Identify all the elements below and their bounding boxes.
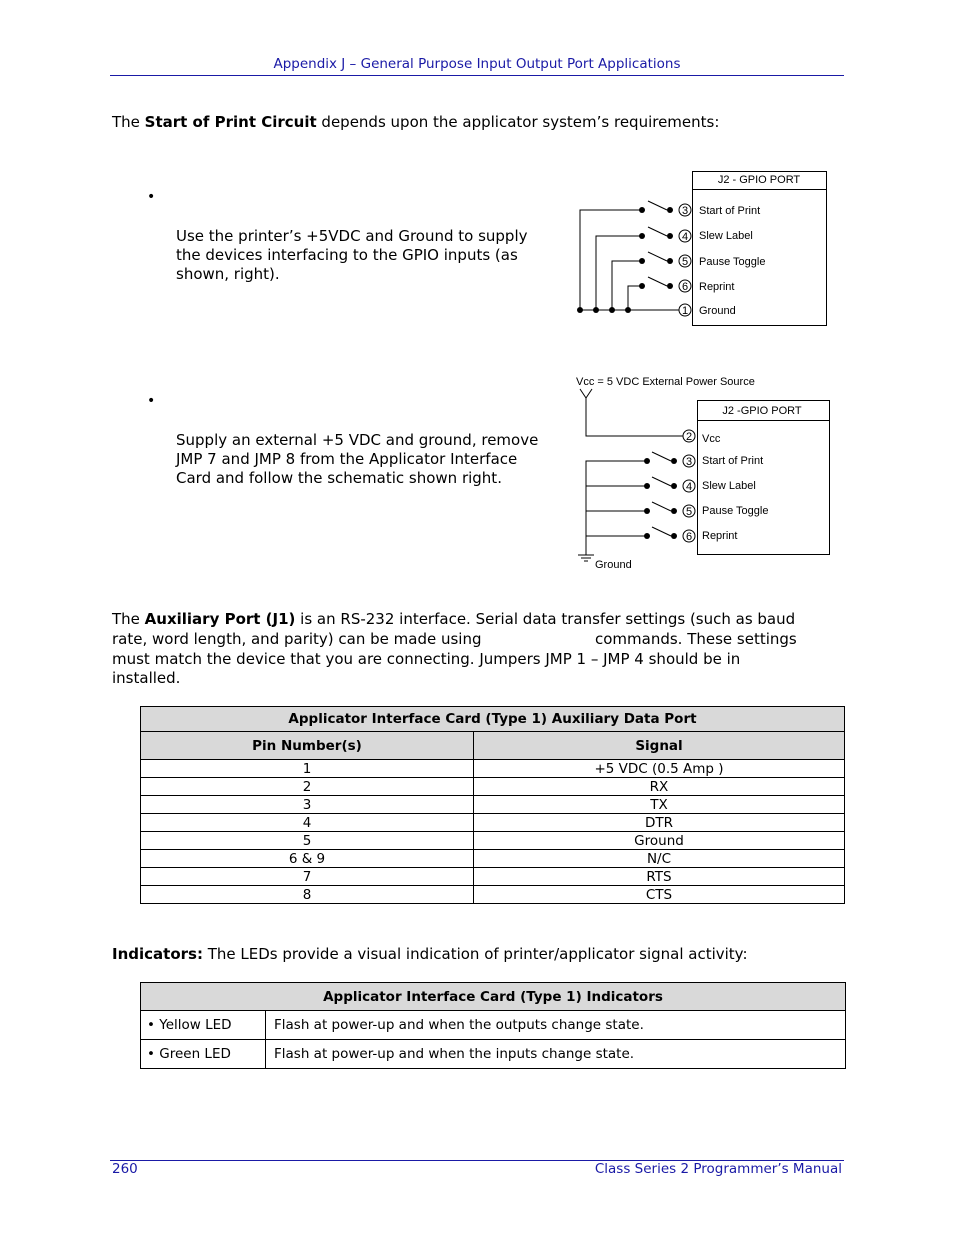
manual-title: Class Series 2 Programmer’s Manual [594, 1161, 842, 1177]
table-title: Applicator Interface Card (Type 1) Indicators [141, 983, 846, 1011]
table-row: • Yellow LED Flash at power-up and when the outputs change state. [141, 1011, 846, 1040]
column-header: Pin Number(s) [141, 732, 474, 760]
aux-line-4: installed. [112, 669, 181, 687]
page-number: 260 [112, 1161, 138, 1177]
option1-text: Use the printer’s +5VDC and Ground to supply the devices interfacing to the GPIO inputs (as shown, right). [176, 227, 528, 283]
indicators-paragraph: Indicators: The LEDs provide a visual indication of printer/applicator signal activity: [112, 945, 748, 963]
pin-number: 2 [685, 431, 693, 443]
pin-number: 5 [685, 506, 693, 518]
table-row: 7 RTS [141, 868, 845, 886]
gpio-internal-power-schematic [570, 165, 840, 335]
column-header: Signal [474, 732, 845, 760]
pin-label: Start of Print [699, 205, 761, 217]
pin-number: 6 [685, 531, 693, 543]
pin-number: 5 [681, 256, 689, 268]
pin-label: Pause Toggle [702, 505, 769, 517]
aux-data-port-table [140, 706, 845, 904]
table-row: 3 TX [141, 796, 845, 814]
pin-label: Reprint [699, 281, 735, 293]
pin-number: 3 [681, 205, 689, 217]
pin-number: 1 [681, 305, 689, 317]
gpio-external-power-schematic [570, 372, 840, 577]
table-row: 2 RX [141, 778, 845, 796]
option1-bullet: • [147, 189, 156, 205]
pin-label: Start of Print [702, 455, 764, 467]
option2-text: Supply an external +5 VDC and ground, remove JMP 7 and JMP 8 from the Applicator Interface Card and follow the schematic shown right. [176, 431, 539, 487]
table-row: 4 DTR [141, 814, 845, 832]
pin-number: 4 [685, 481, 693, 493]
aux-line-2b: commands. These settings [595, 630, 797, 648]
pin-label: Slew Label [702, 480, 756, 492]
table-row: • Green LED Flash at power-up and when the inputs change state. [141, 1040, 846, 1069]
pin-number: 4 [681, 231, 689, 243]
pin-label: Ground [699, 305, 736, 317]
pin-label: Vcc [702, 433, 721, 445]
table-row: 1 +5 VDC (0.5 Amp ) [141, 760, 845, 778]
aux-line-3: must match the device that you are connecting. Jumpers JMP 1 – JMP 4 should be in [112, 650, 741, 668]
diagram2-ground-label: Ground [595, 559, 632, 571]
option2-bullet: • [147, 393, 156, 409]
diagram1-port-label: J2 - GPIO PORT [717, 174, 801, 186]
table-title: Applicator Interface Card (Type 1) Auxiliary Data Port [141, 707, 845, 732]
page-header-title: Appendix J – General Purpose Input Output Port Applications [273, 56, 681, 72]
header-rule [110, 75, 844, 76]
pin-label: Pause Toggle [699, 256, 766, 268]
table-row: 8 CTS [141, 886, 845, 904]
diagram2-source-label: Vcc = 5 VDC External Power Source [576, 376, 755, 388]
intro-paragraph: The Start of Print Circuit depends upon the applicator system’s requirements: [112, 113, 720, 131]
aux-line-2a: rate, word length, and parity) can be made using [112, 630, 482, 648]
diagram2-port-label: J2 -GPIO PORT [722, 405, 802, 417]
pin-number: 3 [685, 456, 693, 468]
pin-number: 6 [681, 281, 689, 293]
table-row: 6 & 9 N/C [141, 850, 845, 868]
aux-line-1: The Auxiliary Port (J1) is an RS-232 interface. Serial data transfer settings (such as baud [112, 610, 796, 628]
pin-label: Reprint [702, 530, 738, 542]
pin-label: Slew Label [699, 230, 753, 242]
table-row: 5 Ground [141, 832, 845, 850]
indicators-table [140, 982, 846, 1069]
